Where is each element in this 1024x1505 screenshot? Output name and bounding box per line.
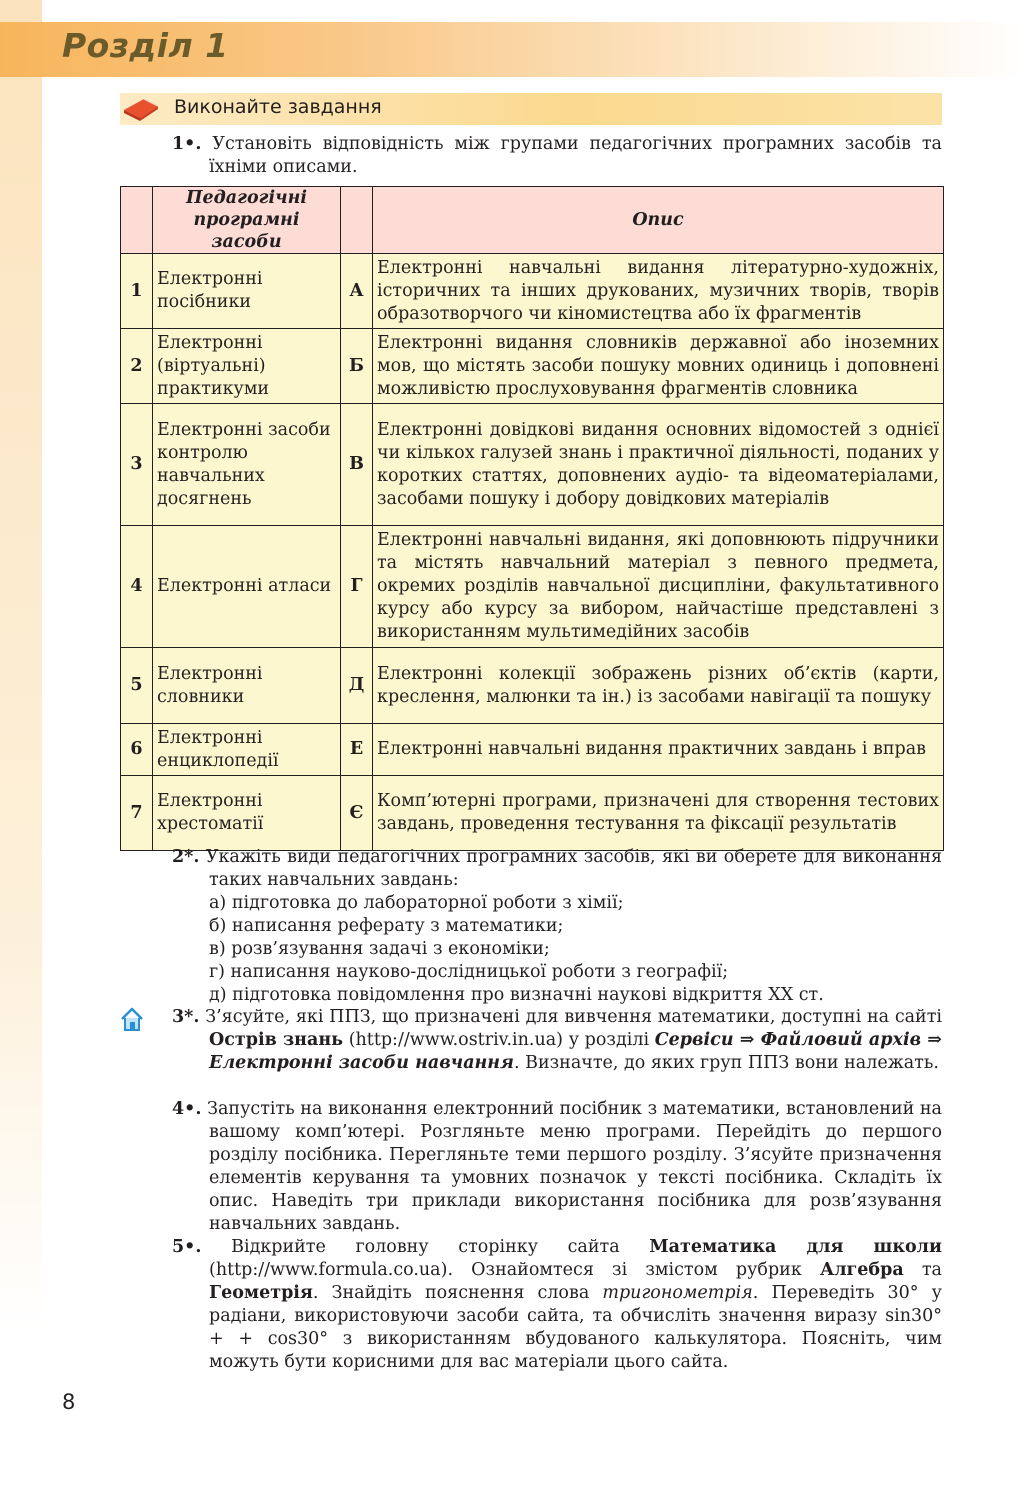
task-text: Запустіть на виконання електронний посібник з математики, встановлений на вашому комп’ютері. Розгляньте меню програми. Перейдіть до першого розділу посібника. Перегляньте теми першого розділу. З’ясуйте призначення елементів керування та умовних позначок у тексті посібника. Складіть їх опис. Наведіть три приклади використання посібника для розв’язування навчальних завдань. — [207, 1099, 942, 1234]
table-row — [121, 526, 944, 648]
list-item: б) написання реферату з математики; — [209, 916, 564, 936]
header-number-cell — [121, 187, 153, 254]
task-text: Укажіть види педагогічних програмних засобів, які ви оберете для виконання таких навчальних завдань: — [205, 847, 942, 890]
row-letter: Е — [341, 724, 373, 776]
row-number: 6 — [121, 724, 153, 776]
row-number: 3 — [121, 404, 153, 526]
table-row — [121, 254, 944, 329]
row-letter: В — [341, 404, 373, 526]
row-letter: Є — [341, 776, 373, 851]
row-description: Електронні навчальні видання, які доповнюють підручники та містять навчальний матеріал з певного предмета, окремих розділів навчальної дисципліни, факультативного курсу або курсу за вибором, найчастіше представлені з використанням мультимедійних засобів — [373, 526, 944, 648]
task-number: 3*. — [172, 1007, 200, 1027]
row-number: 2 — [121, 329, 153, 404]
task-text-end: . Переведіть 30° у радіани, використовуючи засоби сайта, та обчисліть значення виразу sin30° + + cos30° з використанням вбудованого калькулятора. Поясніть, чим можуть бути корисними для вас матеріали цього сайта. — [209, 1283, 942, 1372]
left-margin-strip — [0, 0, 42, 1330]
list-item: в) розв’язування задачі з економіки; — [209, 939, 550, 959]
task-text: Установіть відповідність між групами педагогічних програмних засобів та їхніми описами. — [209, 134, 942, 177]
section-title: Розділ 1 — [62, 26, 229, 65]
site-url: (http://www.formula.co.ua). Ознайомтеся зі змістом рубрик — [209, 1260, 802, 1280]
task-4 — [172, 1098, 942, 1236]
menu-path: Сервіси ⇒ Файловий архів ⇒ Електронні засоби навчання — [209, 1030, 942, 1073]
task-1 — [172, 133, 942, 179]
task-5 — [172, 1236, 942, 1374]
table-row — [121, 776, 944, 851]
row-tool: Електронні словники — [153, 648, 341, 724]
row-description: Електронні довідкові видання основних відомостей з однієї чи кількох галузей знань і практичної діяльності, поданих у коротких статтях, доповнених аудіо- та відеоматеріалами, засобами пошуку і добору довідкових матеріалів — [373, 404, 944, 526]
row-number: 1 — [121, 254, 153, 329]
row-description: Комп’ютерні програми, призначені для створення тестових завдань, проведення тестування та фіксації результатів — [373, 776, 944, 851]
row-letter: Б — [341, 329, 373, 404]
home-task-icon — [119, 1006, 145, 1032]
row-tool: Електронні (віртуальні) практикуми — [153, 329, 341, 404]
row-description: Електронні навчальні видання літературно-художніх, історичних та інших друкованих, музичних творів, творів образотворчого чи кіномистецтва або їх фрагментів — [373, 254, 944, 329]
list-item: г) написання науково-дослідницької роботи з географії; — [209, 962, 729, 982]
row-tool: Електронні атласи — [153, 526, 341, 648]
page-number: 8 — [62, 1390, 76, 1414]
list-item: а) підготовка до лабораторної роботи з хімії; — [209, 893, 624, 913]
header-description: Опис — [373, 187, 944, 254]
list-item: д) підготовка повідомлення про визначні наукові відкриття XX ст. — [209, 985, 824, 1005]
task-3 — [172, 1006, 942, 1075]
pencil-eraser-icon — [122, 96, 162, 122]
table-row — [121, 329, 944, 404]
conjunction: та — [921, 1260, 942, 1280]
site-url: (http://www.ostriv.in.ua) у розділі — [348, 1030, 650, 1050]
table-row — [121, 648, 944, 724]
task-number: 2*. — [172, 847, 200, 867]
matching-table — [120, 186, 944, 851]
row-description: Електронні колекції зображень різних об’єктів (карти, креслення, малюнки та ін.) із засобами навігації та пошуку — [373, 648, 944, 724]
header-tools: Педагогічні програмні засоби — [153, 187, 341, 254]
row-number: 7 — [121, 776, 153, 851]
row-number: 5 — [121, 648, 153, 724]
task-text-end: . Визначте, до яких груп ППЗ вони належать. — [513, 1053, 939, 1073]
task-2 — [172, 846, 942, 1007]
table-header-row — [121, 187, 944, 254]
rubric-geometry: Геометрія — [209, 1283, 313, 1303]
task-text: З’ясуйте, які ППЗ, що призначені для вивчення математики, доступні на сайті — [205, 1007, 942, 1027]
task-block-title: Виконайте завдання — [174, 96, 382, 118]
table-row — [121, 724, 944, 776]
row-letter: А — [341, 254, 373, 329]
table-row — [121, 404, 944, 526]
task-text: . Знайдіть пояснення слова — [312, 1283, 590, 1303]
row-letter: Г — [341, 526, 373, 648]
row-tool: Електронні хрестоматії — [153, 776, 341, 851]
task-number: 1•. — [172, 134, 202, 154]
task-number: 4•. — [172, 1099, 202, 1119]
row-number: 4 — [121, 526, 153, 648]
task-text: Відкрийте головну сторінку сайта — [231, 1237, 620, 1257]
task-number: 5•. — [172, 1237, 202, 1257]
row-tool: Електронні посібники — [153, 254, 341, 329]
rubric-algebra: Алгебра — [819, 1260, 904, 1280]
row-letter: Д — [341, 648, 373, 724]
row-description: Електронні видання словників державної або іноземних мов, що містять засоби пошуку мовних одиниць і доповнені можливістю прослуховування фрагментів словника — [373, 329, 944, 404]
term-word: тригонометрія — [602, 1283, 753, 1303]
header-letter-cell — [341, 187, 373, 254]
row-description: Електронні навчальні видання практичних завдань і вправ — [373, 724, 944, 776]
row-tool: Електронні засоби контролю навчальних досягнень — [153, 404, 341, 526]
site-name: Математика для школи — [649, 1237, 942, 1257]
task-2-items — [172, 892, 942, 1007]
row-tool: Електронні енциклопедії — [153, 724, 341, 776]
site-name: Острів знань — [209, 1030, 343, 1050]
